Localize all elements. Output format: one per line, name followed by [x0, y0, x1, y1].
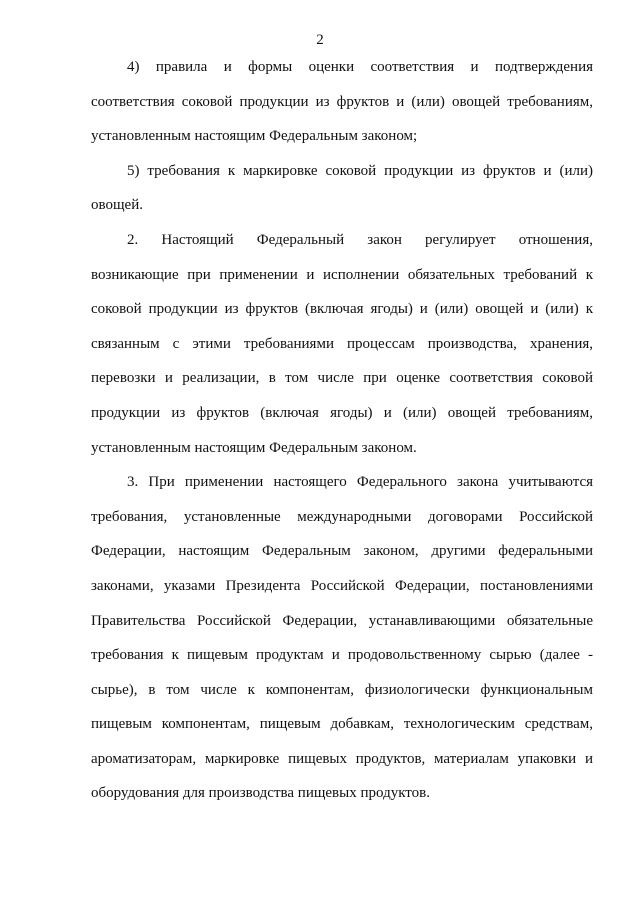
text-line: перевозки и реализации, в том числе при оценке соответствия соковой	[91, 370, 593, 387]
text-line: 4) правила и формы оценки соответствия и подтверждения	[127, 59, 593, 75]
paragraph-section-3	[91, 465, 593, 811]
text-line: требования, установленные международными договорами Российской	[91, 508, 593, 525]
paragraph-item-5	[91, 154, 593, 223]
document-body	[91, 50, 593, 811]
text-line: соковой продукции из фруктов (включая ягоды) и (или) овощей и (или) к	[91, 301, 593, 318]
text-line: 2. Настоящий Федеральный закон регулирует отношения,	[127, 231, 593, 248]
text-line: пищевым компонентам, пищевым добавкам, технологическим средствам,	[91, 716, 593, 733]
text-line: требования к пищевым продуктам и продовольственному сырью (далее -	[91, 647, 593, 664]
text-line: Правительства Российской Федерации, устанавливающими обязательные	[91, 612, 593, 629]
text-line: 3. При применении настоящего Федерального закона учитываются	[127, 474, 593, 491]
text-line: Федерации, настоящим Федеральным законом, другими федеральными	[91, 543, 593, 560]
text-line: овощей.	[91, 197, 143, 214]
text-line: 5) требования к маркировке соковой продукции из фруктов и (или)	[127, 162, 593, 179]
paragraph-section-2	[91, 223, 593, 465]
paragraph-item-4	[91, 50, 593, 154]
text-line: связанным с этими требованиями процессам производства, хранения,	[91, 335, 593, 352]
text-line: оборудования для производства пищевых продуктов.	[91, 785, 430, 802]
text-line: установленным настоящим Федеральным законом.	[91, 439, 417, 456]
text-line: возникающие при применении и исполнении обязательных требований к	[91, 266, 593, 283]
text-line: продукции из фруктов (включая ягоды) и (или) овощей требованиям,	[91, 404, 593, 421]
page-number: 2	[316, 32, 324, 48]
text-line: сырье), в том числе к компонентам, физиологически функциональным	[91, 681, 593, 698]
text-line: ароматизаторам, маркировке пищевых продуктов, материалам упаковки и	[91, 750, 593, 767]
text-line: соответствия соковой продукции из фруктов и (или) овощей требованиям,	[91, 93, 593, 110]
text-line: установленным настоящим Федеральным законом;	[91, 128, 418, 145]
text-line: законами, указами Президента Российской Федерации, постановлениями	[91, 577, 593, 594]
